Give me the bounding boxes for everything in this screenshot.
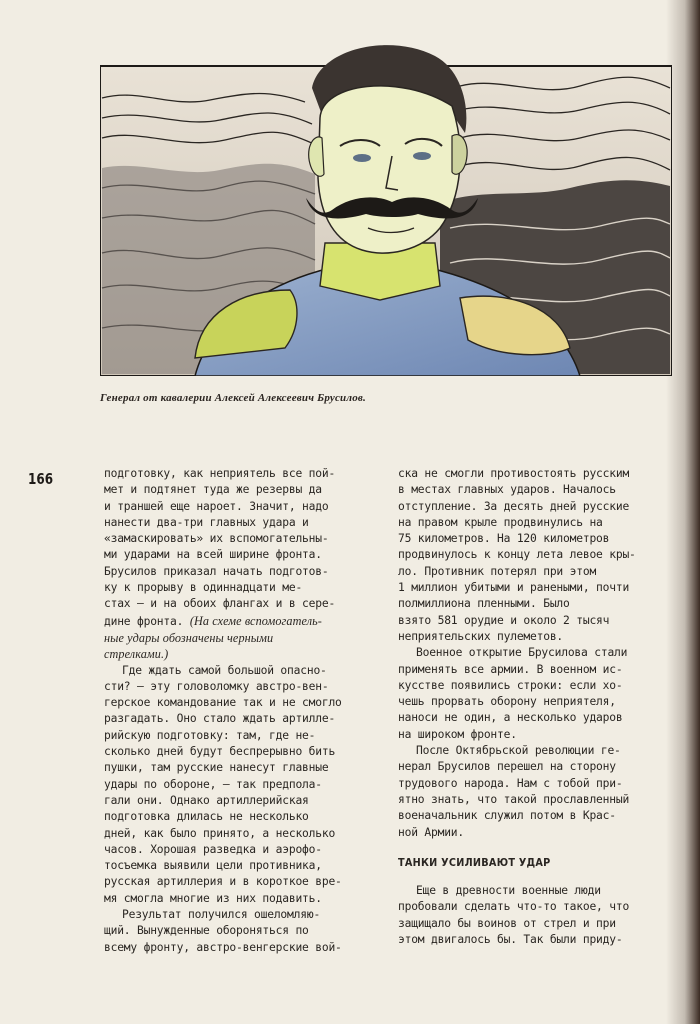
text-line: нерал Брусилов перешел на сторону [398, 760, 616, 774]
page-number: 166 [28, 470, 54, 488]
text-line: этом двигалось бы. Так были приду- [398, 933, 623, 947]
text-line: Брусилов приказал начать подготов- [104, 564, 329, 578]
text-line: Где ждать самой большой опасно- [122, 663, 327, 677]
text-line-mixed [104, 613, 368, 630]
text-line: щий. Вынужденные обороняться по [104, 924, 309, 938]
text-line: ми ударами на всей ширине фронта. [104, 548, 322, 562]
text-line: Результат получился ошеломляю- [122, 908, 321, 922]
text-line: 75 километров. На 120 километров [398, 532, 610, 546]
text-line: стах — и на обоих флангах и в сере- [104, 597, 336, 611]
italic-line: стрелками.) [104, 647, 169, 662]
left-paragraph-1 [104, 466, 368, 663]
right-paragraph-3 [398, 743, 670, 841]
text-line: военачальник служил потом в Крас- [398, 809, 616, 823]
text-line: применять все армии. В военном ис- [398, 662, 623, 676]
text-line: герское командование так и не смогло [104, 696, 342, 710]
text-line: ку к прорыву в одиннадцати ме- [104, 581, 303, 595]
text-line: в местах главных ударов. Началось [398, 483, 616, 497]
text-line: ной Армии. [398, 825, 465, 839]
right-text-column [398, 466, 670, 948]
text-line: ло. Противник потерял при этом [398, 564, 597, 578]
text-line: сти? — эту головоломку австро-вен- [104, 679, 329, 693]
text-line: защищало бы воинов от стрел и при [398, 916, 616, 930]
text-line: на широком фронте. [398, 727, 517, 741]
text-line: мя смогла многие из них подавить. [104, 891, 322, 905]
text-line: ятно знать, что такой прославленный [398, 792, 630, 806]
text-line: подготовку, как неприятель все пой- [104, 467, 336, 480]
text-line: «замаскировать» их вспомогательны- [104, 532, 329, 546]
text-line: всему фронту, австро-венгерские вой- [104, 940, 342, 954]
text-line: мет и подтянет туда же резервы да [104, 483, 322, 497]
right-paragraph-2 [398, 645, 670, 743]
text-line: нанести два-три главных удара и [104, 515, 309, 529]
text-line: наноси не один, а несколько ударов [398, 711, 623, 725]
right-paragraph-1 [398, 466, 670, 645]
illustration-caption: Генерал от кавалерии Алексей Алексеевич Брусилов. [100, 392, 366, 404]
text-line: часов. Хорошая разведка и аэрофо- [104, 842, 322, 856]
section-heading: ТАНКИ УСИЛИВАЮТ УДАР [398, 855, 551, 869]
text-line: русская артиллерия и в короткое вре- [104, 875, 342, 889]
text-line: Военное открытие Брусилова стали [416, 646, 628, 660]
text-line: После Октябрьской революции ге- [416, 744, 621, 758]
text-line: удары по обороне, — так предпола- [104, 777, 322, 791]
text-line: подготовка длилась не несколько [104, 810, 309, 824]
text-line: пушки, там русские нанесут главные [104, 761, 329, 775]
text-fragment: дине фронта. [104, 614, 184, 628]
text-line: на правом крыле продвинулись на [398, 515, 603, 529]
text-line: чешь прорвать оборону неприятеля, [398, 695, 616, 709]
text-line: рийскую подготовку: там, где не- [104, 728, 316, 742]
text-line: полмиллиона пленными. Было [398, 597, 570, 611]
text-line: гали они. Однако артиллерийская [104, 793, 309, 807]
text-line: 1 миллион убитыми и ранеными, почти [398, 581, 630, 595]
text-line: взято 581 орудие и около 2 тысяч [398, 613, 610, 627]
text-line: трудового народа. Нам с тобой при- [398, 776, 623, 790]
text-line: кусстве появились строки: если хо- [398, 678, 623, 692]
right-paragraph-4 [398, 883, 670, 948]
text-line: и траншей еще нароет. Значит, надо [104, 499, 329, 513]
text-line: Еще в древности военные люди [416, 884, 601, 898]
text-line: дней, как было принято, а несколько [104, 826, 336, 840]
left-paragraph-3 [104, 907, 368, 956]
italic-fragment: (На схеме вспомогатель- [189, 613, 322, 628]
left-paragraph-2 [104, 663, 368, 907]
text-line: сколько дней будут беспрерывно бить [104, 745, 336, 759]
text-line: разгадать. Оно стало ждать артилле- [104, 712, 336, 726]
italic-line: ные удары обозначены черными [104, 630, 274, 645]
text-line: тосъемка выявили цели противника, [104, 859, 322, 873]
text-line: отступление. За десять дней русские [398, 499, 630, 513]
portrait-illustration [100, 28, 672, 376]
text-line: пробовали сделать что-то такое, что [398, 900, 630, 914]
text-line: неприятельских пулеметов. [398, 629, 564, 643]
text-line: ска не смогли противостоять русским [398, 467, 630, 480]
left-text-column [104, 466, 368, 956]
text-line: продвинулось к концу лета левое кры- [398, 548, 636, 562]
